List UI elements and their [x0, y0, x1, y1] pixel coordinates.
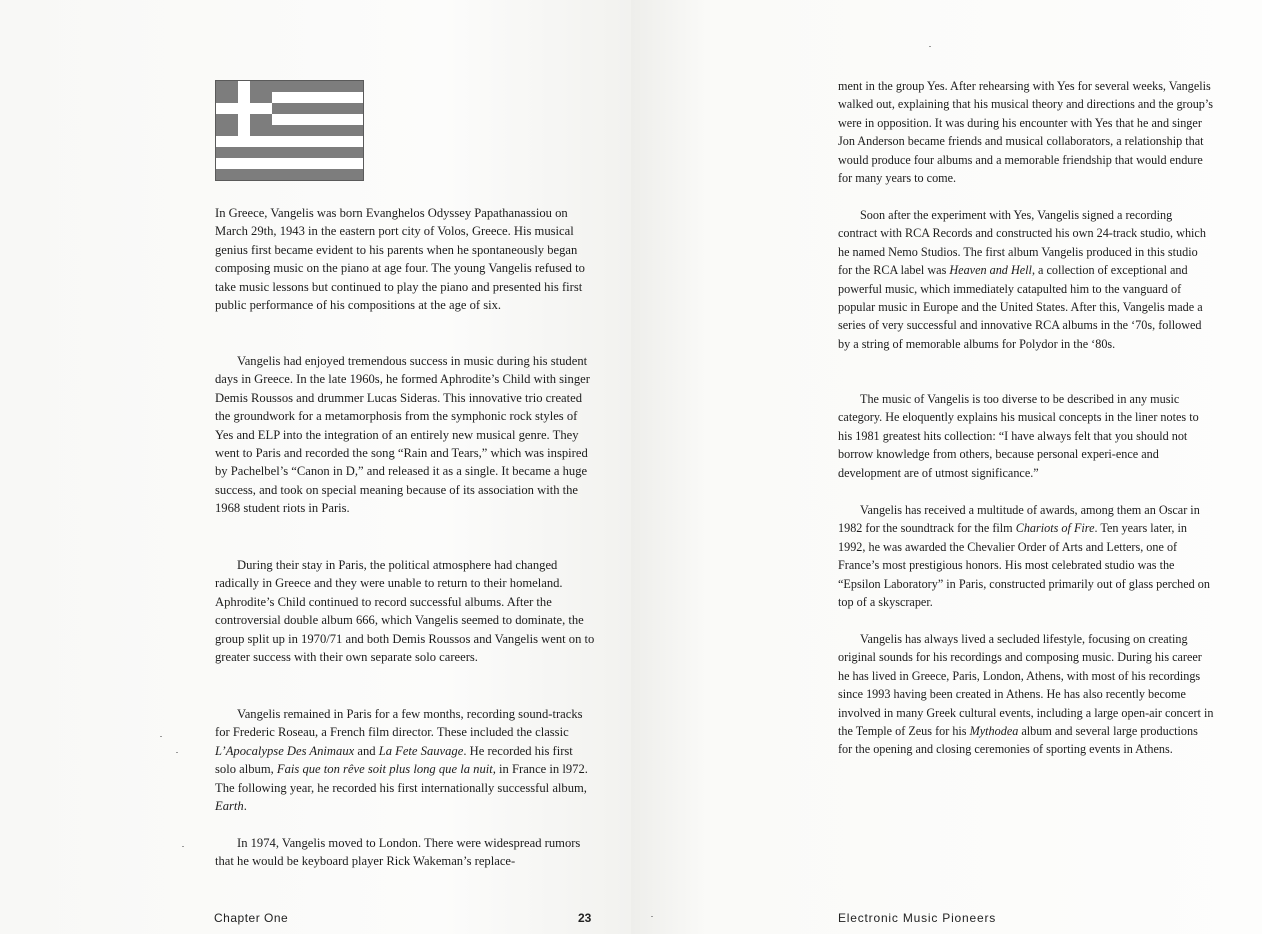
paragraph: Soon after the experiment with Yes, Vangelis signed a recording contract with RCA Records and constructed his own 24-track studio, which he named Nemo Studios. The first album Vangelis produced in this studio for the RCA label was Heaven and Hell, a collection of exceptional and powerful music, which immediately catapulted him to the vanguard of popular music in Europe and the United States. After this, Vangelis made a series of very successful and innovative RCA albums in the ‘70s, followed by a string of memorable albums for Polydor in the ‘80s. [838, 208, 1206, 351]
paragraph: During their stay in Paris, the political atmosphere had changed radically in Greece and they were unable to return to their homeland. Aphrodite’s Child continued to record successful albums. After the controversial double album 666, which Vangelis seemed to dominate, the group split up in 1970/71 and both Demis Roussos and Vangelis went on to greater success with their own separate solo careers. [215, 558, 595, 665]
scan-speck [929, 46, 931, 47]
scan-speck [182, 846, 184, 847]
paragraph: Vangelis has always lived a secluded lifestyle, focusing on creating original sounds for his recordings and composing music. During his career he has lived in Greece, Paris, London, Athens, with most of his recordings since 1993 having been created in Athens. He has also recently become involved in many Greek cultural events, including a large open-air concert in the Temple of Zeus for his Mythodea album and several large productions for the opening and closing ceremonies of sporting events in Athens. [838, 632, 1214, 757]
paragraph: Vangelis remained in Paris for a few months, recording sound-tracks for Frederic Roseau, a French film director. These included the classic L’Apocalypse Des Animaux and La Fete Sauvage. He recorded his first solo album, Fais que ton rêve soit plus long que la nuit, in France in l972. The following year, he recorded his first internationally successful album, Earth. [215, 707, 588, 814]
scan-speck [651, 916, 653, 917]
footer-chapter-title: Chapter One [214, 911, 289, 925]
paragraph: The music of Vangelis is too diverse to be described in any music category. He eloquently explains his musical concepts in the liner notes to his 1981 greatest hits collection: “I have always felt that you should not borrow knowledge from others, because personal experi-ence and development are of utmost significance.” [838, 392, 1199, 480]
greek-flag-image [215, 80, 364, 181]
paragraph: Vangelis has received a multitude of awards, among them an Oscar in 1982 for the soundtrack for the film Chariots of Fire. Ten years later, in 1992, he was awarded the Chevalier Order of Arts and Letters, one of France’s most prestigious honors. His most celebrated studio was the “Epsilon Laboratory” in Paris, constructed primarily out of glass perched on top of a skyscraper. [838, 503, 1210, 610]
paragraph: In Greece, Vangelis was born Evanghelos Odyssey Papathanassiou on March 29th, 1943 in the eastern port city of Volos, Greece. His musical genius first became evident to his parents when he spontaneously began composing music on the piano at age four. The young Vangelis refused to take music lessons but continued to play the piano and presented his first public performance of his compositions at the age of six. [215, 206, 585, 313]
footer-book-title: Electronic Music Pioneers [838, 911, 997, 925]
scan-speck [176, 752, 178, 753]
paragraph: Vangelis had enjoyed tremendous success in music during his student days in Greece. In the late 1960s, he formed Aphrodite’s Child with singer Demis Roussos and drummer Lucas Sideras. This innovative trio created the groundwork for a metamorphosis from the symphonic rock styles of Yes and ELP into the integration of an entirely new musical genre. They went to Paris and recorded the song “Rain and Tears,” which was inspired by Pachelbel’s “Canon in D,” and released it as a single. It became a huge success, and took on special meaning because of its association with the 1968 student riots in Paris. [215, 354, 590, 516]
paragraph: In 1974, Vangelis moved to London. There were widespread rumors that he would be keyboard player Rick Wakeman’s replace- [215, 836, 581, 869]
scan-speck [160, 736, 162, 737]
paragraph: ment in the group Yes. After rehearsing with Yes for several weeks, Vangelis walked out, explaining that his musical theory and directions and the group’s were in opposition. It was during his encounter with Yes that he and singer Jon Anderson became friends and musical collaborators, a relationship that would produce four albums and a memorable friendship that would endure for many years to come. [838, 79, 1214, 186]
page-number: 23 [578, 911, 592, 925]
